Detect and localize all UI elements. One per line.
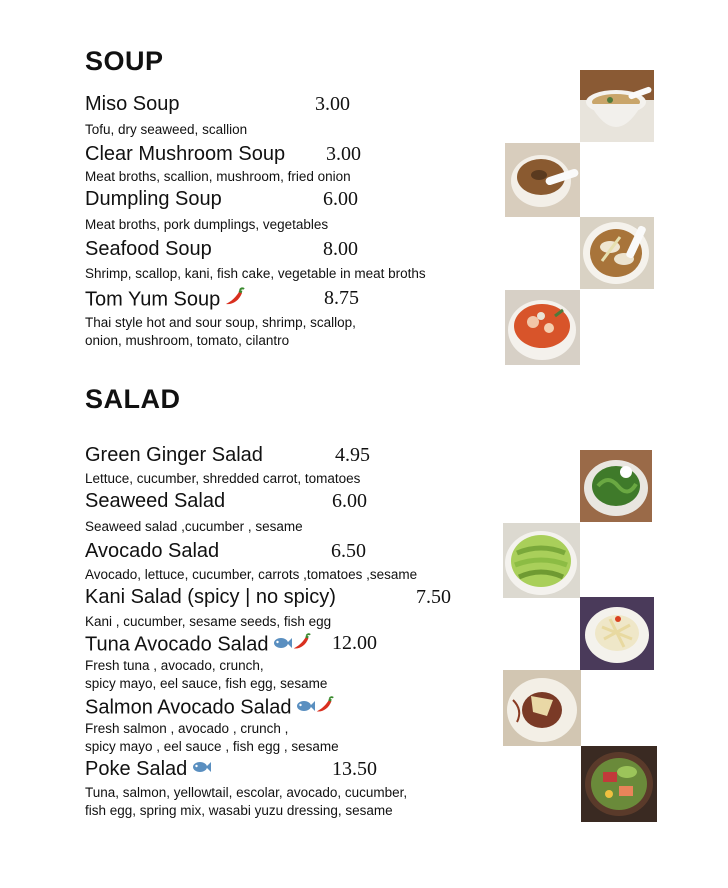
- chili-pepper-icon: [292, 632, 312, 658]
- menu-item-price: 6.00: [332, 490, 367, 512]
- menu-item-name: [85, 758, 211, 781]
- menu-item-price: 6.00: [323, 188, 358, 210]
- chili-pepper-icon: [315, 695, 335, 721]
- menu-item-name-text: Tuna Avocado Salad: [85, 633, 269, 656]
- tom-yum-soup-photo: [505, 290, 580, 365]
- green-salad-photo: [580, 450, 652, 522]
- menu-item-desc: Avocado, lettuce, cucumber, carrots ,tomatoes ,sesame: [85, 567, 418, 582]
- menu-item-price: 7.50: [416, 586, 451, 608]
- menu-item-desc: Meat broths, pork dumplings, vegetables: [85, 217, 329, 232]
- raw-fish-icon: [295, 697, 315, 720]
- avocado-salad-photo: [503, 523, 580, 598]
- menu-item-name: Seaweed Salad: [85, 490, 226, 512]
- menu-item-price: 13.50: [332, 758, 377, 780]
- menu-item-desc: Fresh salmon , avocado , crunch ,: [85, 721, 289, 736]
- menu-item-desc: Shrimp, scallop, kani, fish cake, vegetable in meat broths: [85, 266, 426, 281]
- menu-item-name: Dumpling Soup: [85, 188, 222, 210]
- menu-item-name: Clear Mushroom Soup: [85, 143, 286, 165]
- menu-item-price: 12.00: [332, 632, 377, 654]
- menu-item-desc: Kani , cucumber, sesame seeds, fish egg: [85, 614, 332, 629]
- section-title-salad: SALAD: [85, 384, 181, 414]
- menu-item-name: Green Ginger Salad: [85, 444, 263, 466]
- menu-item-desc: Fresh tuna , avocado, crunch,: [85, 658, 264, 673]
- menu-item-name-text: Salmon Avocado Salad: [85, 696, 292, 719]
- menu-item-desc: Tuna, salmon, yellowtail, escolar, avocado, cucumber,: [85, 785, 408, 800]
- raw-fish-icon: [272, 634, 292, 657]
- section-title-soup: SOUP: [85, 46, 164, 76]
- menu-item-desc: Thai style hot and sour soup, shrimp, scallop,: [85, 315, 356, 330]
- raw-fish-icon: [191, 758, 211, 781]
- mushroom-soup-photo: [505, 143, 580, 217]
- menu-item-name-text: Poke Salad: [85, 758, 188, 780]
- menu-item-price: 6.50: [331, 540, 366, 562]
- menu-item-price: 4.95: [335, 444, 370, 466]
- menu-item-price: 3.00: [315, 93, 350, 115]
- miso-soup-photo: [580, 70, 654, 142]
- menu-item-name-text: Tom Yum Soup: [85, 288, 221, 311]
- kani-salad-photo: [580, 597, 654, 670]
- menu-item-name: [85, 287, 246, 313]
- menu-item-name: Kani Salad (spicy | no spicy): [85, 586, 336, 608]
- chili-pepper-icon: [224, 287, 246, 313]
- menu-item-desc: Seaweed salad ,cucumber , sesame: [85, 519, 303, 534]
- poke-salad-photo: [581, 746, 657, 822]
- dumpling-soup-photo: [580, 217, 654, 289]
- menu-item-name: [85, 695, 335, 721]
- menu-item-price: 8.00: [323, 238, 358, 260]
- menu-item-desc: Tofu, dry seaweed, scallion: [85, 122, 248, 137]
- menu-item-name: Seafood Soup: [85, 238, 212, 260]
- salmon-salad-photo: [503, 670, 581, 746]
- menu-item-desc: Meat broths, scallion, mushroom, fried onion: [85, 169, 351, 184]
- menu-item-desc: onion, mushroom, tomato, cilantro: [85, 333, 290, 348]
- menu-item-desc: spicy mayo, eel sauce, fish egg, sesame: [85, 676, 328, 691]
- menu-item-name: Miso Soup: [85, 93, 180, 115]
- menu-item-desc: spicy mayo , eel sauce , fish egg , sesame: [85, 739, 339, 754]
- menu-item-name: [85, 632, 312, 658]
- menu-item-name: Avocado Salad: [85, 540, 220, 562]
- menu-item-price: 3.00: [326, 143, 361, 165]
- menu-item-desc: Lettuce, cucumber, shredded carrot, tomatoes: [85, 471, 361, 486]
- menu-item-price: 8.75: [324, 287, 359, 309]
- menu-item-desc: fish egg, spring mix, wasabi yuzu dressing, sesame: [85, 803, 393, 818]
